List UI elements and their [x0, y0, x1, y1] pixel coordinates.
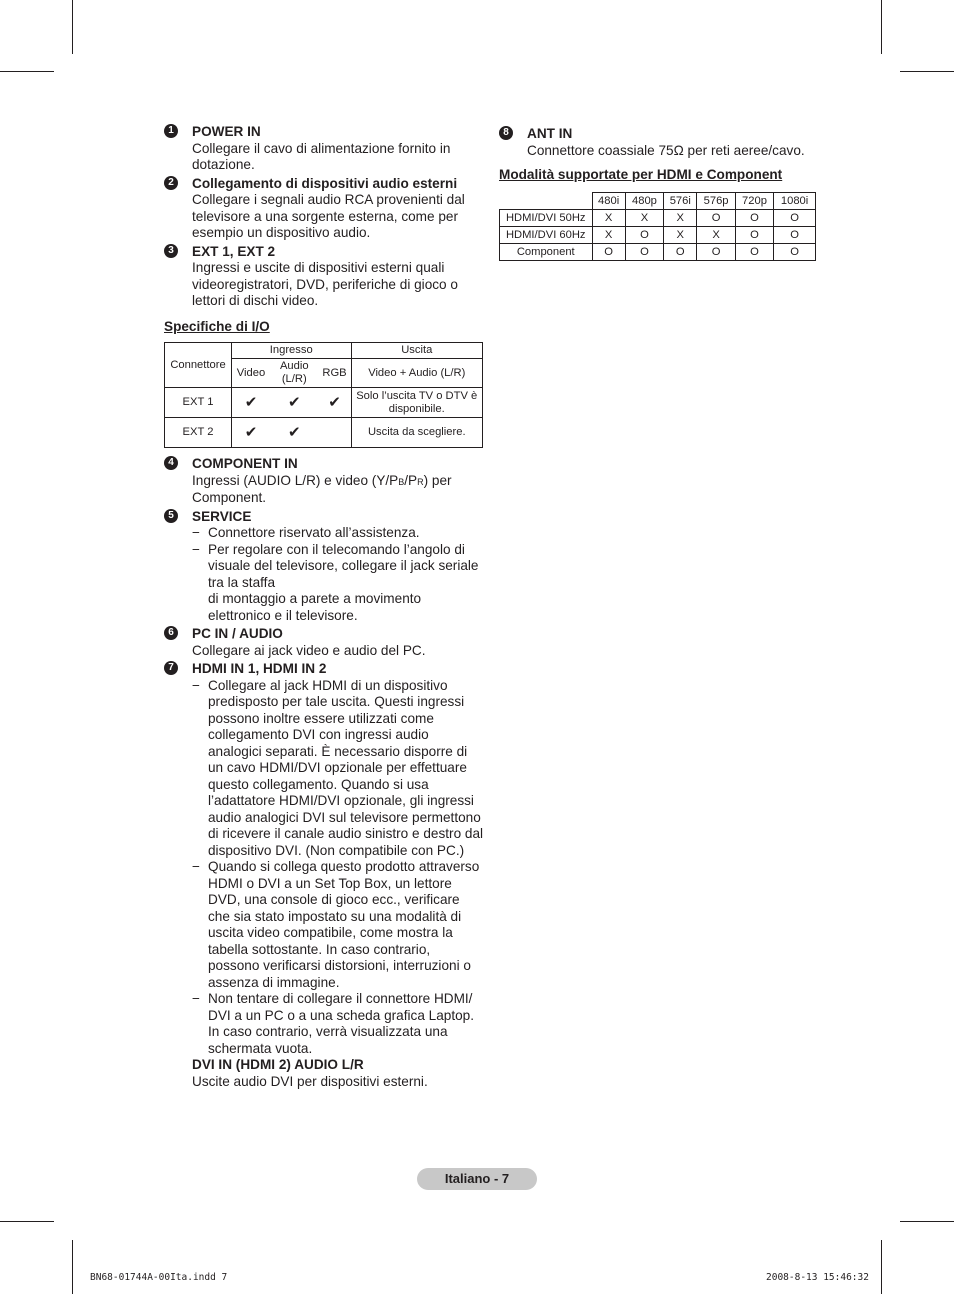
io-header-video: Video — [232, 359, 271, 388]
list-item: − Per regolare con il telecomando l’angolo di visuale del televisore, collegare il jack seriale tra la staffa — [192, 541, 479, 590]
io-row-output: Uscita da scegliere. — [351, 418, 483, 448]
modes-table — [499, 192, 816, 261]
io-row-output: Solo l’uscita TV o DTV è disponibile. — [351, 388, 483, 418]
section-title: SERVICE — [192, 508, 252, 524]
crop-mark — [72, 0, 73, 54]
section-body: Ingressi e uscite di dispositivi esterni quali videoregistratori, DVD, periferiche di gioco o lettori di dischi video. — [192, 260, 458, 308]
modes-header-cell: 480p — [625, 192, 663, 209]
check-mark: ✔ — [270, 418, 319, 448]
section-title: ANT IN — [527, 126, 573, 141]
dvi-audio-title: DVI IN (HDMI 2) AUDIO L/R — [192, 1057, 364, 1072]
crop-mark — [900, 1221, 954, 1222]
section-power-in — [164, 124, 484, 174]
list-item: − Connettore riservato all’assistenza. — [192, 525, 420, 540]
modes-cell: X — [664, 226, 697, 243]
io-row-label: EXT 2 — [165, 418, 232, 448]
section-hdmi-in — [164, 661, 484, 1090]
modes-cell: O — [735, 243, 773, 260]
left-column — [164, 124, 484, 1090]
section-title: Collegamento di dispositivi audio esterni — [192, 175, 458, 191]
modes-cell: X — [664, 209, 697, 226]
right-column — [499, 126, 817, 261]
check-mark: ✔ — [319, 388, 352, 418]
crop-mark — [0, 71, 54, 72]
modes-row-label: HDMI/DVI 50Hz — [500, 209, 593, 226]
list-item: − Collegare al jack HDMI di un dispositivo predisposto per tale uscita. Questi ingressi possono inoltre essere utilizzati come collegamento DVI con ingressi audio analogici separati. È necessario disporre di un cavo HDMI/DVI opzionale per effettuare questo collegamento. Quando si usa l’adattatore HDMI/DVI opzionale, gli ingressi audio analogici DVI sul televisore permettono di ricevere il canale audio sinistro e destro dal dispositivo DVI. (Non compatibile con PC.) — [192, 677, 484, 858]
modes-header-row — [500, 192, 816, 209]
modes-cell: O — [625, 243, 663, 260]
modes-header-cell: 480i — [592, 192, 625, 209]
io-spec-heading: Specifiche di I/O — [164, 318, 270, 334]
modes-heading: Modalità supportate per HDMI e Component — [499, 167, 783, 182]
number-badge: 7 — [164, 661, 178, 675]
section-body: Collegare ai jack video e audio del PC. — [192, 642, 426, 658]
modes-header-cell: 1080i — [774, 192, 816, 209]
section-ant-in — [499, 126, 817, 159]
section-ext — [164, 244, 484, 310]
io-empty-cell — [319, 418, 352, 448]
io-header-connector: Connettore — [165, 343, 232, 388]
dvi-audio-body: Uscite audio DVI per dispositivi esterni. — [192, 1073, 428, 1089]
modes-cell: O — [697, 243, 735, 260]
modes-cell: O — [664, 243, 697, 260]
section-title: PC IN / AUDIO — [192, 626, 283, 641]
slug-date: 2008-8-13 15:46:32 — [766, 1272, 869, 1283]
crop-mark — [881, 1240, 882, 1294]
modes-header-cell: 576i — [664, 192, 697, 209]
modes-row — [500, 243, 816, 260]
modes-cell: X — [697, 226, 735, 243]
io-row-label: EXT 1 — [165, 388, 232, 418]
modes-cell: O — [774, 209, 816, 226]
modes-header-cell: 576p — [697, 192, 735, 209]
list-item: − Non tentare di collegare il connettore HDMI/ DVI a un PC o a una scheda grafica Laptop. In caso contrario, verrà visualizzata una schermata vuota. — [192, 991, 475, 1056]
page-number-badge: Italiano - 7 — [417, 1168, 537, 1190]
number-badge: 1 — [164, 124, 178, 138]
io-header-audio: Audio (L/R) — [270, 359, 319, 388]
modes-cell: O — [774, 226, 816, 243]
number-badge: 6 — [164, 626, 178, 640]
section-title: EXT 1, EXT 2 — [192, 243, 276, 259]
section-service — [164, 509, 484, 625]
modes-cell: O — [625, 226, 663, 243]
io-header-input: Ingresso — [232, 343, 352, 359]
section-title: POWER IN — [192, 124, 261, 139]
modes-row — [500, 209, 816, 226]
io-header-out-sub: Video + Audio (L/R) — [351, 359, 483, 388]
list-item-continued: di montaggio a parete a movimento elettronico e il televisore. — [208, 591, 422, 623]
section-body: Collegare i segnali audio RCA provenienti dal televisore a una sorgente esterna, come per esempio un dispositivo audio. — [192, 192, 465, 240]
io-header-output: Uscita — [351, 343, 483, 359]
section-body: Connettore coassiale 75Ω per reti aeree/cavo. — [527, 142, 805, 158]
check-mark: ✔ — [270, 388, 319, 418]
number-badge: 3 — [164, 244, 178, 258]
modes-cell: O — [735, 209, 773, 226]
modes-row-label: Component — [500, 243, 593, 260]
modes-blank-cell — [500, 192, 593, 209]
number-badge: 2 — [164, 176, 178, 190]
number-badge: 8 — [499, 126, 513, 140]
check-mark: ✔ — [232, 418, 271, 448]
modes-row-label: HDMI/DVI 60Hz — [500, 226, 593, 243]
slug-file: BN68-01744A-00Ita.indd 7 — [90, 1272, 228, 1283]
section-title: COMPONENT IN — [192, 456, 298, 471]
modes-cell: X — [592, 209, 625, 226]
section-component-in — [164, 456, 484, 507]
modes-cell: O — [774, 243, 816, 260]
crop-mark — [0, 1221, 54, 1222]
io-spec-table — [164, 342, 483, 448]
list-item: − Quando si collega questo prodotto attraverso HDMI o DVI a un Set Top Box, un lettore DVD, una console di gioco ecc., verificare che sia stato impostato su una modalità di uscita video compatibile, come mostra la tabella sottostante. In caso contrario, possono verificarsi distorsioni, interruzioni o assenza di immagine. — [192, 859, 480, 990]
io-header-rgb: RGB — [319, 359, 352, 388]
modes-row — [500, 226, 816, 243]
modes-cell: O — [735, 226, 773, 243]
number-badge: 5 — [164, 509, 178, 523]
number-badge: 4 — [164, 456, 178, 470]
section-audio-devices — [164, 176, 484, 242]
crop-mark — [72, 1240, 73, 1294]
section-pc-in — [164, 626, 484, 659]
section-body: Collegare il cavo di alimentazione fornito in dotazione. — [192, 140, 451, 172]
section-title: HDMI IN 1, HDMI IN 2 — [192, 661, 327, 676]
modes-cell: O — [697, 209, 735, 226]
crop-mark — [881, 0, 882, 54]
modes-cell: X — [592, 226, 625, 243]
check-mark: ✔ — [232, 388, 271, 418]
modes-cell: O — [592, 243, 625, 260]
modes-header-cell: 720p — [735, 192, 773, 209]
section-body: Ingressi (AUDIO L/R) e video (Y/PB/PR) per Component. — [192, 472, 452, 505]
modes-cell: X — [625, 209, 663, 226]
crop-mark — [900, 71, 954, 72]
